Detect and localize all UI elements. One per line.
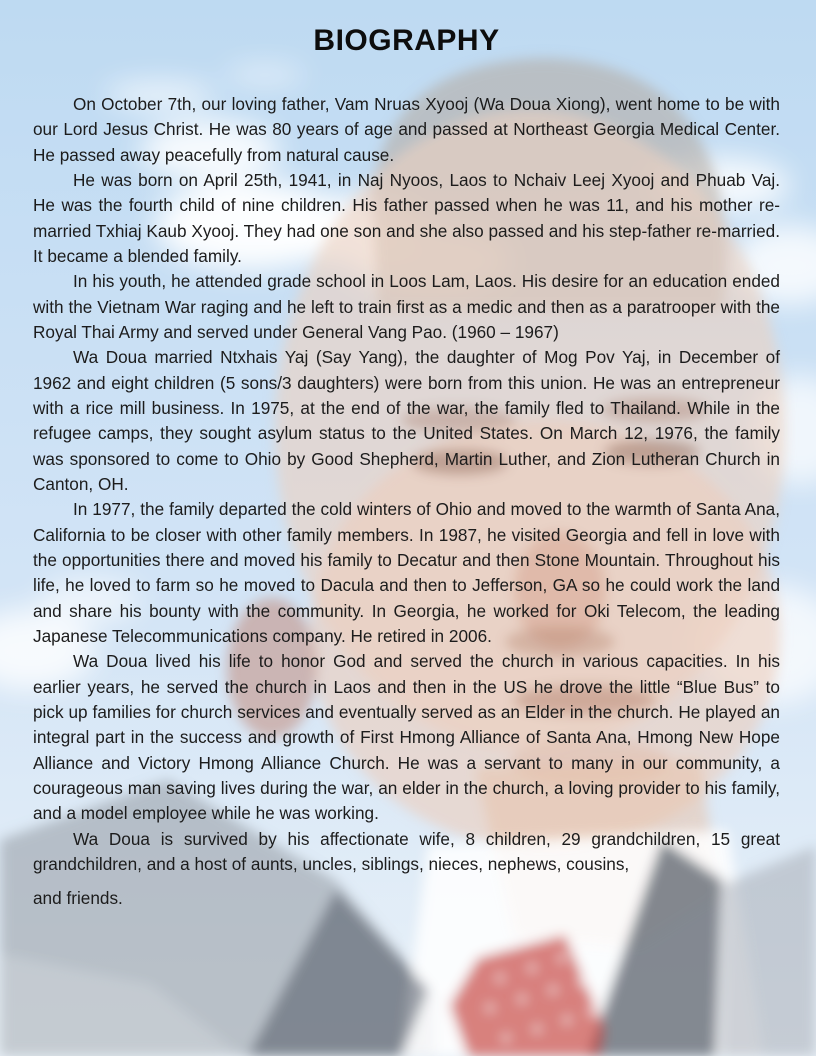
biography-text (33, 92, 780, 912)
biography-paragraph-5: In 1977, the family departed the cold winters of Ohio and moved to the warmth of Santa Ana, California to be closer with other family members. In 1987, he visited Georgia and fell in love with the opportunities there and moved his family to Decatur and then Stone Mountain. Throughout his life, he loved to farm so he moved to Dacula and then to Jefferson, GA so he could work the land and share his bounty with the community. In Georgia, he worked for Oki Telecom, the leading Japanese Telecommunications company. He retired in 2006. (33, 499, 780, 646)
biography-paragraph-3: In his youth, he attended grade school in Loos Lam, Laos. His desire for an education ended with the Vietnam War raging and he left to train first as a medic and then as a paratrooper with the Royal Thai Army and served under General Vang Pao. (1960 – 1967) (33, 271, 780, 342)
document-content (33, 0, 780, 912)
biography-paragraph-4: Wa Doua married Ntxhais Yaj (Say Yang), the daughter of Mog Pov Yaj, in December of 1962 and eight children (5 sons/3 daughters) were born from this union. He was an entrepreneur with a rice mill business. In 1975, at the end of the war, the family fled to Thailand. While in the refugee camps, they sought asylum status to the United States. On March 12, 1976, the family was sponsored to come to Ohio by Good Shepherd, Martin Luther, and Zion Lutheran Church in Canton, OH. (33, 347, 780, 494)
biography-paragraph-6: Wa Doua lived his life to honor God and served the church in various capacities. In his earlier years, he served the church in Laos and then in the US he drove the little “Blue Bus” to pick up families for church services and eventually served as an Elder in the church. He played an integral part in the success and growth of First Hmong Alliance of Santa Ana, Hmong New Hope Alliance and Victory Hmong Alliance Church. He was a servant to many in our community, a courageous man saving lives during the war, an elder in the church, a loving provider to his family, and a model employee while he was working. (33, 651, 780, 824)
biography-paragraph-2: He was born on April 25th, 1941, in Naj Nyoos, Laos to Nchaiv Leej Xyooj and Phuab Vaj. He was the fourth child of nine children. His father passed when he was 11, and his mother re-married Txhiaj Kaub Xyooj. They had one son and she also passed and his step-father re-married. It became a blended family. (33, 169, 780, 266)
biography-paragraph-7: Wa Doua is survived by his affectionate wife, 8 children, 29 grandchildren, 15 great grandchildren, and a host of aunts, uncles, siblings, nieces, nephews, cousins, (33, 828, 780, 874)
biography-paragraph-8: and friends. (33, 888, 123, 909)
biography-paragraph-1: On October 7th, our loving father, Vam Nruas Xyooj (Wa Doua Xiong), went home to be with our Lord Jesus Christ. He was 80 years of age and passed at Northeast Georgia Medical Center. He passed away peacefully from natural cause. (33, 94, 780, 165)
page-title: BIOGRAPHY (313, 24, 500, 57)
